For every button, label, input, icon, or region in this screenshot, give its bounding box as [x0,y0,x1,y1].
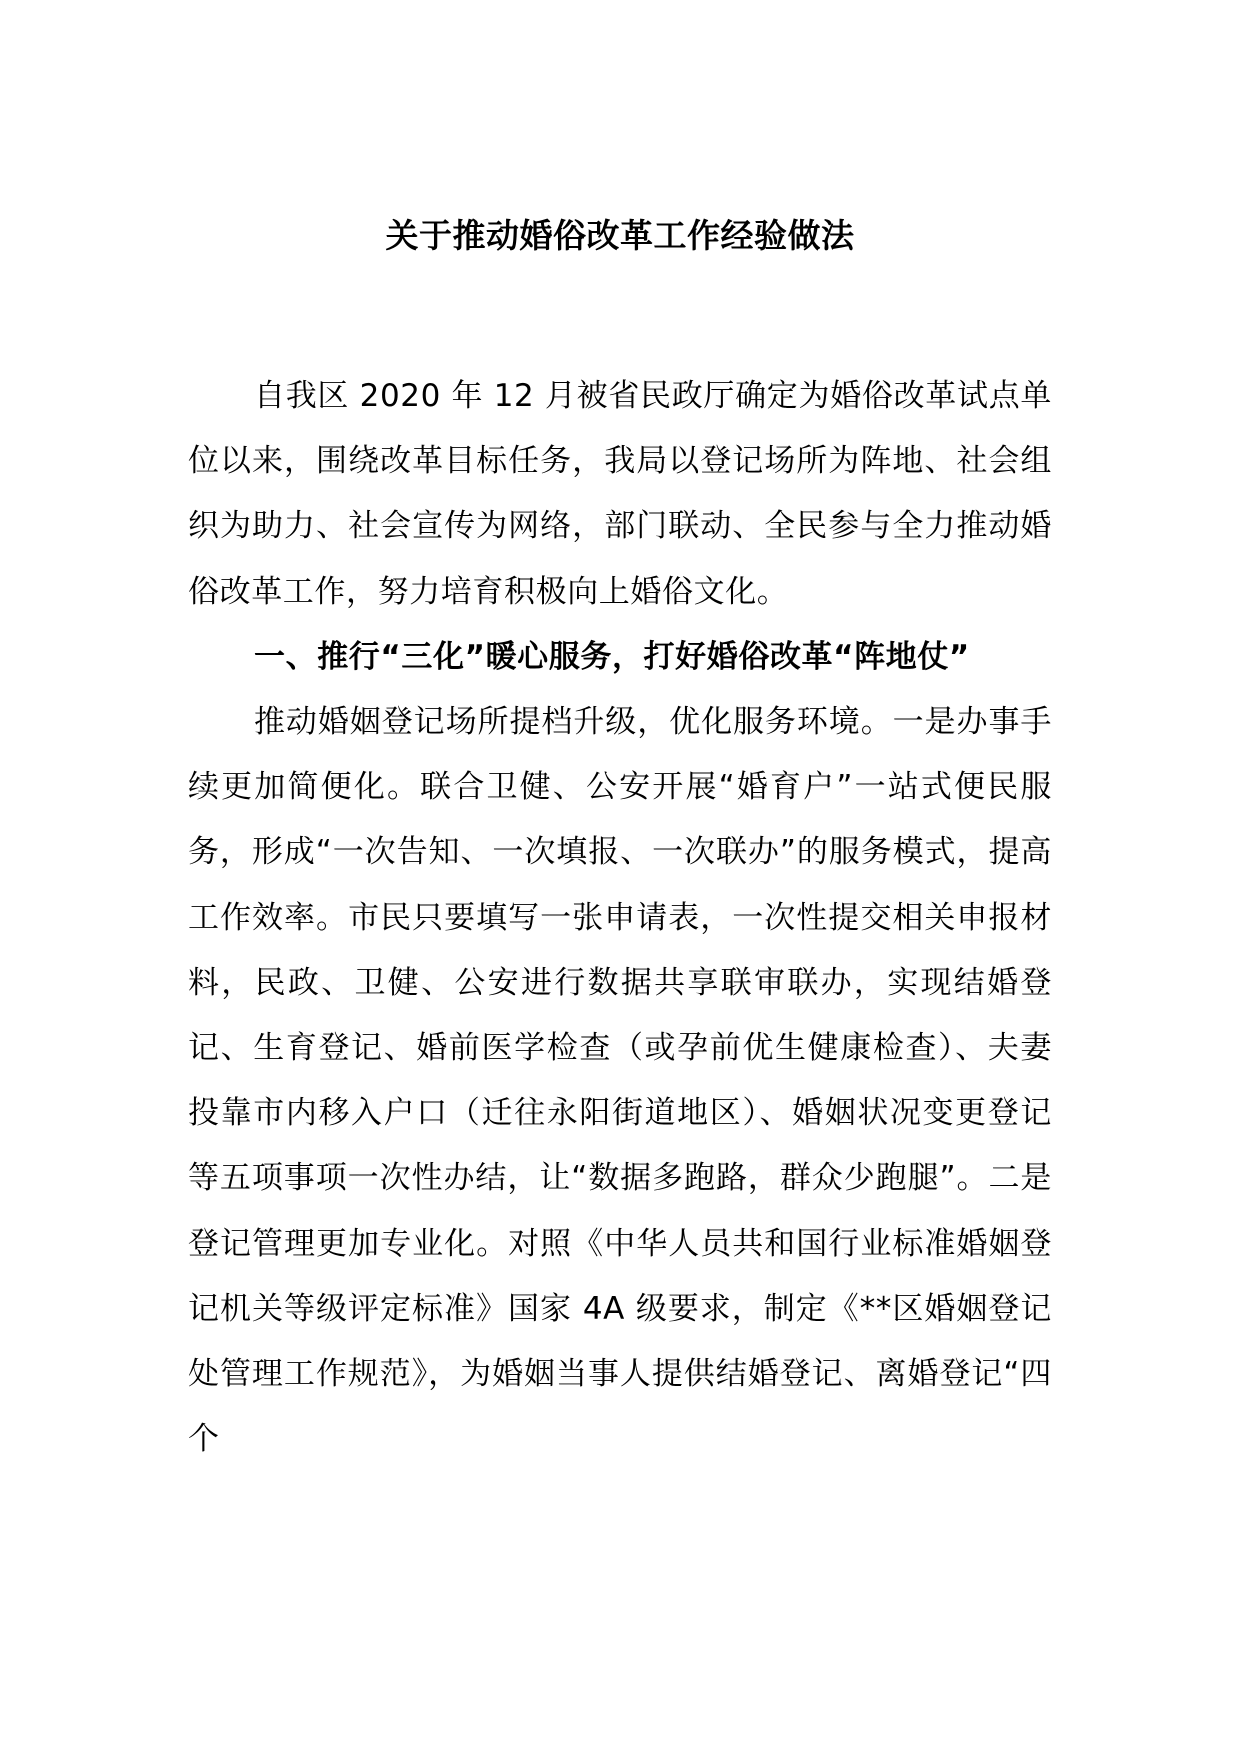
document-title: 关于推动婚俗改革工作经验做法 [385,216,855,255]
document-body [188,364,1052,1472]
body-paragraph: 推动婚姻登记场所提档升级，优化服务环境。一是办事手续更加简便化。联合卫健、公安开展“婚育户”一站式便民服务，形成“一次告知、一次填报、一次联办”的服务模式，提高工作效率。市民只要填写一张申请表，一次性提交相关申报材料，民政、卫健、公安进行数据共享联审联办，实现结婚登记、生育登记、婚前医学检查（或孕前优生健康检查）、夫妻投靠市内移入户口（迁往永阳街道地区）、婚姻状况变更登记等五项事项一次性办结，让“数据多跑路，群众少跑腿”。二是登记管理更加专业化。对照《中华人员共和国行业标准婚姻登记机关等级评定标准》国家 4A 级要求，制定《**区婚姻登记处管理工作规范》，为婚姻当事人提供结婚登记、离婚登记“四个 [188,704,1052,1458]
intro-paragraph: 自我区 2020 年 12 月被省民政厅确定为婚俗改革试点单位以来，围绕改革目标任务，我局以登记场所为阵地、社会组织为助力、社会宣传为网络，部门联动、全民参与全力推动婚俗改革工作，努力培育积极向上婚俗文化。 [188,378,1052,610]
section-heading: 一、推行“三化”暖心服务，打好婚俗改革“阵地仗” [254,638,970,675]
